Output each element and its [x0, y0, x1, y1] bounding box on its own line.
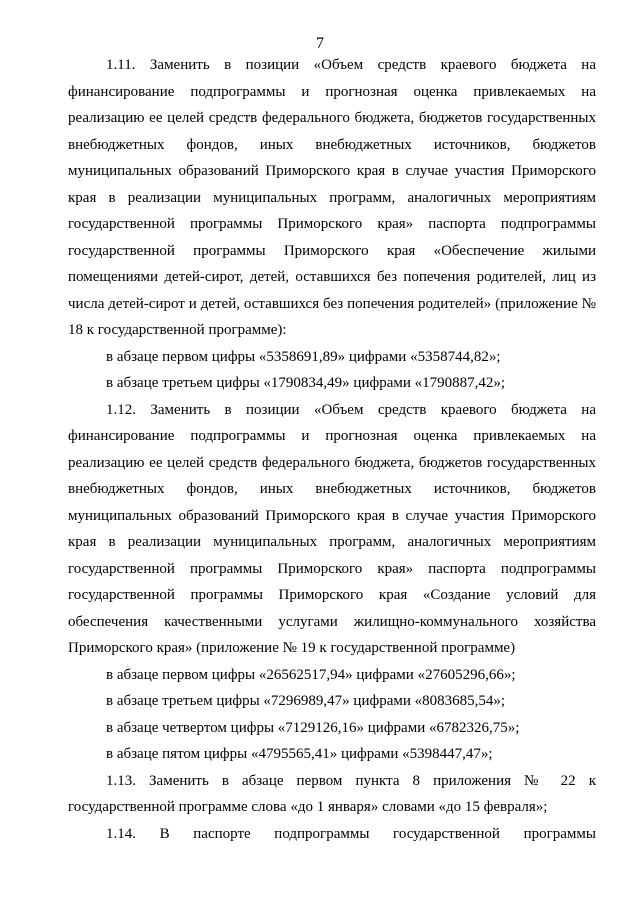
subparagraph-1-12-first: в абзаце первом цифры «26562517,94» цифрами «27605296,66»; — [106, 666, 516, 683]
subparagraph-1-12-third: в абзаце третьем цифры «7296989,47» цифрами «8083685,54»; — [106, 693, 506, 709]
item-1-11-paragraph: 1.11. Заменить в позиции «Объем средств краевого бюджета на финансирование подпрограммы и прогнозная оценка привлекаемых на реализацию ее целей средств федерального бюджета, бюджетов государственных внебюджетных фондов, иных внебюджетных источников, бюджетов муниципальных образований Приморского края в случае участия Приморского края в реализации муниципальных программ, аналогичных мероприятиям государственной программы Приморского края» паспорта подпрограммы государственной программы Приморского края «Обеспечение жилыми помещениями детей-сирот, детей, оставшихся без попечения родителей, лиц из числа детей-сирот и детей, оставшихся без попечения родителей» (приложение № 18 к государственной программе): — [68, 57, 596, 338]
subparagraph-1-12-fifth: в абзаце пятом цифры «4795565,41» цифрами «5398447,47»; — [106, 746, 493, 762]
subparagraph-1-12-fourth: в абзаце четвертом цифры «7129126,16» цифрами «6782326,75»; — [106, 719, 520, 736]
document-body — [68, 52, 596, 847]
item-1-12-paragraph: 1.12. Заменить в позиции «Объем средств краевого бюджета на финансирование подпрограммы и прогнозная оценка привлекаемых на реализацию ее целей средств федерального бюджета, бюджетов государственных внебюджетных фондов, иных внебюджетных источников, бюджетов муниципальных образований Приморского края в случае участия Приморского края в реализации муниципальных программ, аналогичных мероприятиям государственной программы Приморского края» паспорта подпрограммы государственной программы Приморского края «Создание условий для обеспечения качественными услугами жилищно-коммунального хозяйства Приморского края» (приложение № 19 к государственной программе) — [68, 401, 596, 656]
subparagraph-1-11-first: в абзаце первом цифры «5358691,89» цифрами «5358744,82»; — [106, 348, 501, 365]
subparagraph-1-11-third: в абзаце третьем цифры «1790834,49» цифрами «1790887,42»; — [106, 375, 506, 391]
item-1-13-paragraph: 1.13. Заменить в абзаце первом пункта 8 приложения № 22 к государственной программе слова «до 1 января» словами «до 15 февраля»; — [68, 772, 596, 815]
page-number: 7 — [316, 35, 324, 52]
item-1-14-paragraph: 1.14. В паспорте подпрограммы государственной программы — [106, 825, 596, 842]
